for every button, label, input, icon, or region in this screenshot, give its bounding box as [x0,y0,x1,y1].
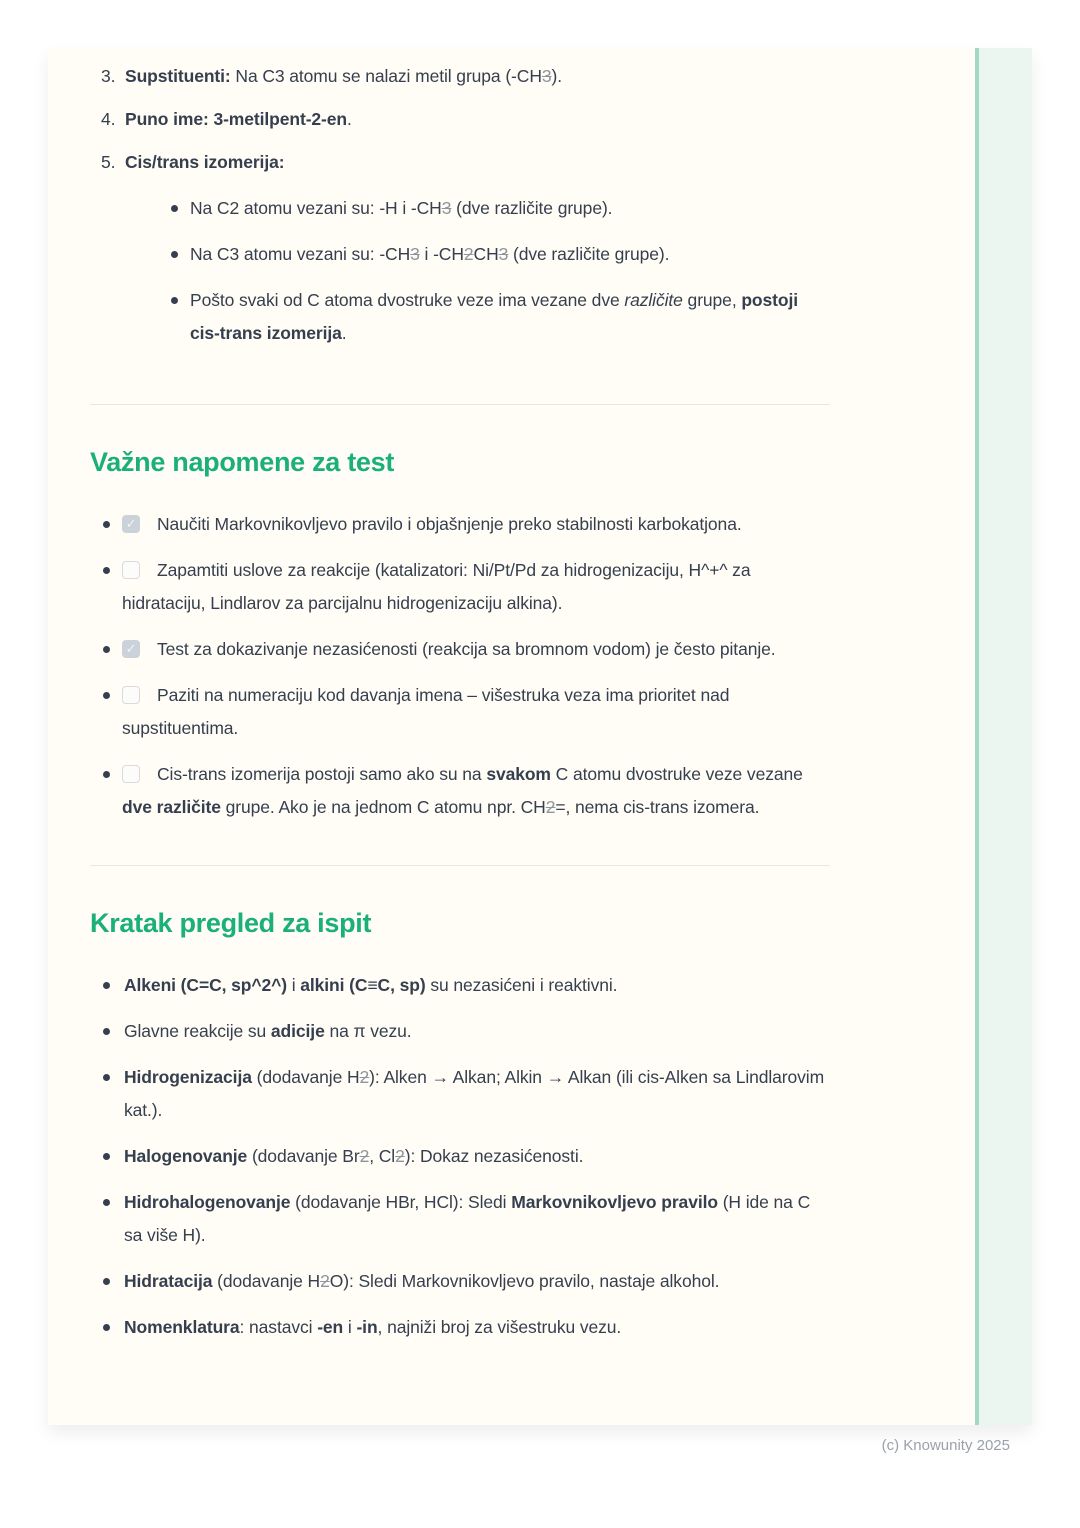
subscript-digit: 2 [545,797,556,817]
text-segment: -in [356,1317,378,1337]
text-segment: ): Dokaz nezasićenosti. [404,1146,584,1166]
subscript-digit: 3 [541,66,552,86]
text-segment: Na C3 atomu se nalazi metil grupa (-CH [230,66,542,86]
text-segment: Test za dokazivanje nezasićenosti (reakcija sa bromnom vodom) je često pitanje. [157,639,776,659]
side-accent-panel [975,48,1032,1425]
subscript-digit: 3 [441,198,452,218]
subscript-digit: 3 [498,244,509,264]
text-segment: Pošto svaki od C atoma dvostruke veze ima vezane dve [190,290,625,310]
numbered-list [90,60,830,363]
checklist-item [90,508,830,541]
subscript-digit: 3 [410,244,420,264]
text-segment: Hidrohalogenovanje [124,1192,291,1212]
section-divider [90,865,830,866]
copyright-footer: (c) Knowunity 2025 [881,1437,1010,1454]
text-segment: Alkeni (C=C, sp^2^) [124,975,287,995]
text-segment: O): Sledi Markovnikovljevo pravilo, nastaje alkohol. [329,1271,720,1291]
text-segment: dve različite [122,797,221,817]
section-title-notes: Važne napomene za test [90,447,395,477]
section-title-summary: Kratak pregled za ispit [90,908,372,938]
text-segment: Cis-trans izomerija postoji samo ako su na [157,764,487,784]
checklist [90,508,830,824]
sub-bullet-item [170,284,830,350]
summary-item [90,1265,830,1298]
text-segment: i [286,975,301,995]
checkbox-checked-icon[interactable] [122,640,140,658]
document-card [48,48,1032,1425]
text-segment: svakom [486,764,551,784]
checklist-item [90,554,830,620]
text-segment: (dve različite grupe). [451,198,613,218]
text-segment: , Cl [369,1146,396,1166]
numbered-item [101,146,830,363]
numbered-item [101,103,830,136]
sub-bullet-item [170,192,830,225]
text-segment: Paziti na numeraciju kod davanja imena – višestruka veza ima prioritet nad supstituentima. [122,685,730,738]
summary-item [90,1140,830,1173]
checklist-item [90,758,830,824]
text-segment: adicije [270,1021,325,1041]
subscript-digit: 2 [359,1067,370,1087]
text-segment: Halogenovanje [124,1146,248,1166]
checkbox-checked-icon[interactable] [122,515,140,533]
summary-list [90,969,830,1344]
item-text [125,60,830,93]
subscript-digit: 2 [395,1146,405,1166]
text-segment: grupe. Ako je na jednom C atomu npr. CH [220,797,546,817]
text-segment: C atomu dvostruke veze vezane [550,764,803,784]
text-segment: i -CH [419,244,464,264]
text-segment: Hidratacija [124,1271,213,1291]
text-segment: Puno ime: 3-metilpent-2-en [125,109,348,129]
text-segment: (H ide na C sa više H). [124,1192,811,1245]
text-segment: (dve različite grupe). [508,244,670,264]
document-content [90,60,830,1357]
subscript-digit: 2 [320,1271,330,1291]
text-segment: Nomenklatura [124,1317,240,1337]
text-segment: alkini (C≡C, sp) [300,975,426,995]
text-segment: na π vezu. [324,1021,412,1041]
text-segment: različite [624,290,683,310]
section-divider [90,404,830,405]
checklist-item [90,633,830,666]
text-segment: ): Alken → Alkan; Alkin → Alkan (ili cis-Alken sa Lindlarovim kat.). [124,1067,825,1120]
summary-item [90,1186,830,1252]
text-segment: grupe, [682,290,742,310]
text-segment: CH [473,244,499,264]
summary-item [90,1061,830,1127]
subscript-digit: 2 [359,1146,370,1166]
text-segment: Glavne reakcije su [124,1021,271,1041]
sub-bullet-item [170,238,830,271]
text-segment: Na C3 atomu vezani su: -CH [190,244,411,264]
numbered-item [101,60,830,93]
checkbox-unchecked-icon[interactable] [122,561,140,579]
sub-bullet-list [125,192,830,350]
text-segment: Hidrogenizacija [124,1067,252,1087]
text-segment: (dodavanje HBr, HCl): Sledi [290,1192,512,1212]
summary-item [90,969,830,1002]
checklist-item [90,679,830,745]
subscript-digit: 2 [463,244,474,264]
text-segment: i [343,1317,357,1337]
item-number: 3. [101,66,116,86]
item-text [125,146,830,363]
text-segment: Markovnikovljevo pravilo [511,1192,718,1212]
text-segment: -en [317,1317,344,1337]
text-segment: su nezasićeni i reaktivni. [425,975,618,995]
text-segment: : nastavci [239,1317,318,1337]
text-segment: Zapamtiti uslove za reakcije (katalizatori: Ni/Pt/Pd za hidrogenizaciju, H^+^ za hidrataciju, Lindlarov za parcijalnu hidrogenizaciju alkina). [122,560,751,613]
text-segment: Supstituenti: [125,66,231,86]
text-segment: Cis/trans izomerija: [125,152,285,172]
text-segment: (dodavanje H [251,1067,360,1087]
text-segment: Naučiti Markovnikovljevo pravilo i objašnjenje preko stabilnosti karbokatjona. [157,514,742,534]
summary-item [90,1311,830,1344]
item-text [125,103,830,136]
text-segment: ). [551,66,563,86]
text-segment: (dodavanje Br [247,1146,360,1166]
text-segment: =, nema cis-trans izomera. [555,797,760,817]
text-segment: . [341,323,347,343]
summary-item [90,1015,830,1048]
text-segment: (dodavanje H [212,1271,321,1291]
checkbox-unchecked-icon[interactable] [122,765,140,783]
item-number: 5. [101,152,116,172]
text-segment: . [347,109,352,129]
item-number: 4. [101,109,116,129]
text-segment: , najniži broj za višestruku vezu. [377,1317,622,1337]
checkbox-unchecked-icon[interactable] [122,686,140,704]
text-segment: Na C2 atomu vezani su: -H i -CH [190,198,442,218]
text-segment: postoji cis-trans izomerija [190,290,798,343]
